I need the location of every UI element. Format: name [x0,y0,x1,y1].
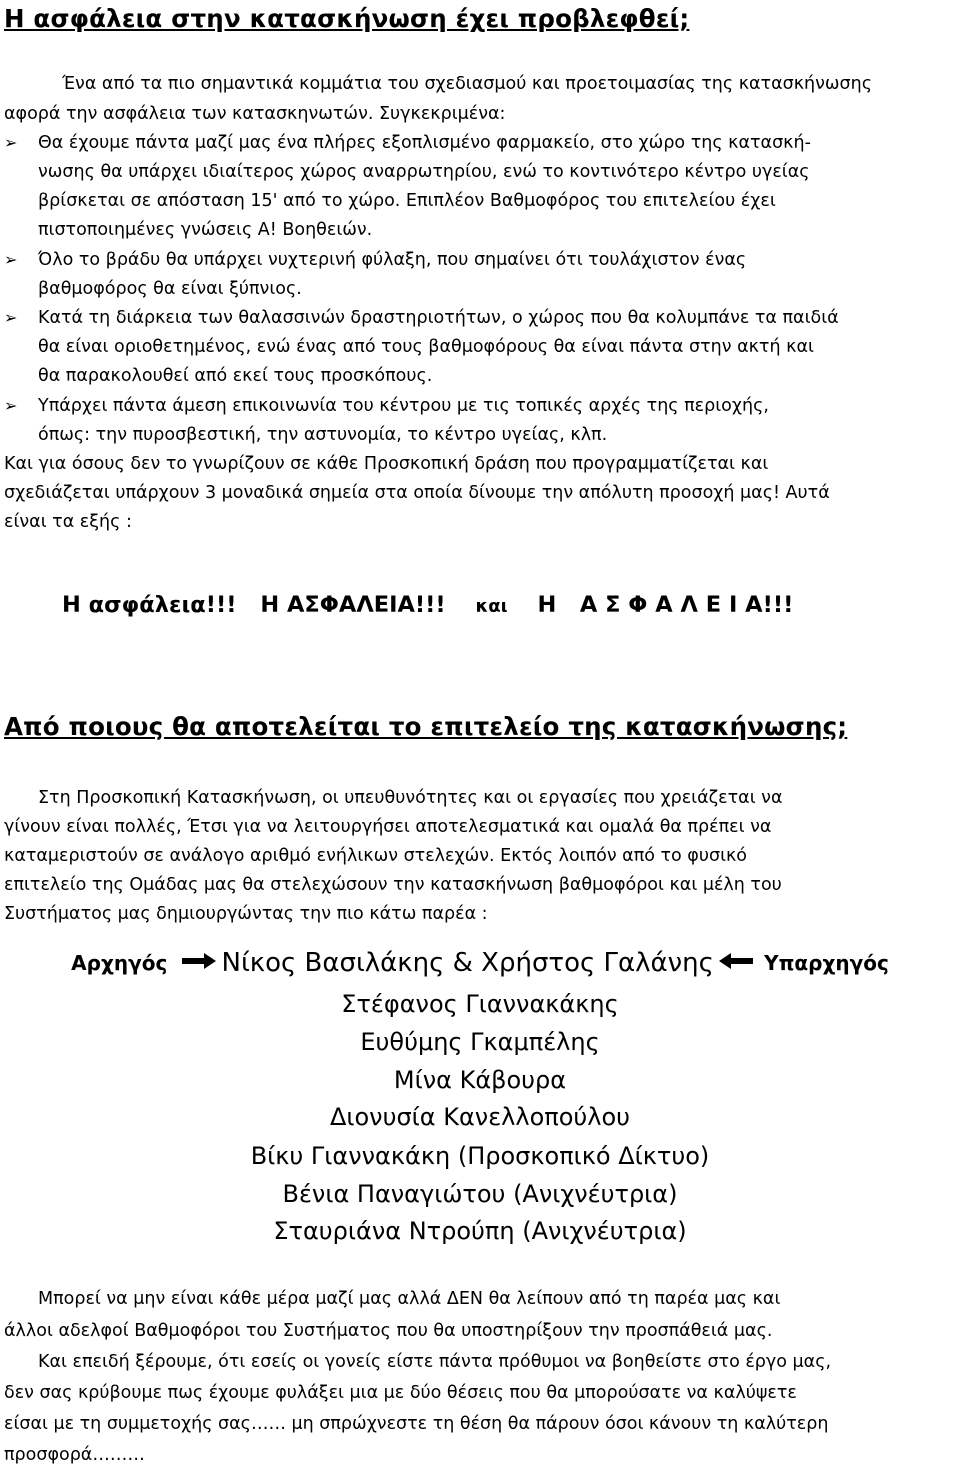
bullet-line: θα είναι οριοθετημένος, ενώ ένας από τους βαθμοφόρους θα είναι πάντα στην ακτή και [38,337,814,357]
safety-emphasis [62,592,793,618]
paragraph-line: καταμεριστούν σε ανάλογο αριθμό ενήλικων στελεχών. Εκτός λοιπόν από το φυσικό [4,846,748,866]
bullet-line: όπως: την πυροσβεστική, την αστυνομία, το κέντρο υγείας, κλπ. [38,425,608,445]
emphasis-text: Η Α Σ Φ Α Λ Ε Ι Α!!! [537,592,794,618]
staff-member: Μίνα Κάβουρα [393,1066,567,1094]
emphasis-text: Η ΑΣΦΑΛΕΙΑ!!! [260,592,446,618]
paragraph-line: είσαι με τη συμμετοχής σας…… μη σπρώχνεστε τη θέση θα πάρουν όσοι κάνουν τη καλύτερη [4,1414,829,1434]
staff-member: Βίκυ Γιαννακάκη (Προσκοπικό Δίκτυο) [250,1142,710,1170]
heading-staff: Από ποιους θα αποτελείται το επιτελείο της κατασκήνωσης; [4,712,848,741]
staff-member: Στέφανος Γιαννακάκης [341,990,619,1018]
staff-member: Βένια Παναγιώτου (Ανιχνέυτρια) [282,1180,678,1208]
bullet-arrow-icon: ➢ [4,133,18,152]
leader-role: Αρχηγός [71,951,168,975]
paragraph-line: Μπορεί να μην είναι κάθε μέρα μαζί μας αλλά ΔΕΝ θα λείπουν από τη παρέα μας και [38,1289,781,1309]
bullet-line: βαθμοφόρος θα είναι ξύπνιος. [38,279,302,299]
staff-member: Ευθύμης Γκαμπέλης [360,1028,600,1056]
intro-line: Ένα από τα πιο σημαντικά κομμάτια του σχεδιασμού και προετοιμασίας της κατασκήνωσης [62,74,873,94]
emphasis-text: Η ασφάλεια!!! [62,592,237,618]
paragraph-line: είναι τα εξής : [4,512,132,532]
paragraph-line: Και για όσους δεν το γνωρίζουν σε κάθε Προσκοπική δράση που προγραμματίζεται και [4,454,769,474]
bullet-arrow-icon: ➢ [4,396,18,415]
bullet-line: Όλο το βράδυ θα υπάρχει νυχτερινή φύλαξη, που σημαίνει ότι τουλάχιστον ένας [38,250,747,270]
bullet-line: Υπάρχει πάντα άμεση επικοινωνία του κέντρου με τις τοπικές αρχές της περιοχής, [38,396,769,416]
paragraph-line: άλλοι αδελφοί Βαθμοφόροι του Συστήματος που θα υποστηρίξουν την προσπάθειά μας. [4,1321,773,1341]
emphasis-text: και [475,596,508,617]
paragraph-line: σχεδιάζεται υπάρχουν 3 μοναδικά σημεία στα οποία δίνουμε την απόλυτη προσοχή μας! Αυτά [4,483,830,503]
bullet-line: Κατά τη διάρκεια των θαλασσινών δραστηριοτήτων, ο χώρος που θα κολυμπάνε τα παιδιά [38,308,839,328]
arrow-left-icon [719,951,753,975]
paragraph-line: Και επειδή ξέρουμε, ότι εσείς οι γονείς είστε πάντα πρόθυμοι να βοηθείστε στο έργο μας, [38,1352,832,1372]
paragraph-line: προσφορά……… [4,1445,145,1465]
bullet-line: Θα έχουμε πάντα μαζί μας ένα πλήρες εξοπλισμένο φαρμακείο, στο χώρο της κατασκή- [38,133,811,153]
paragraph-line: δεν σας κρύβουμε πως έχουμε φυλάξει μια με δύο θέσεις που θα μπορούσατε να καλύψετε [4,1383,797,1403]
bullet-line: βρίσκεται σε απόσταση 15' από το χώρο. Επιπλέον Βαθμοφόρος του επιτελείου έχει [38,191,776,211]
bullet-line: θα παρακολουθεί από εκεί τους προσκόπους. [38,366,433,386]
intro-line: αφορά την ασφάλεια των κατασκηνωτών. Συγκεκριμένα: [4,104,506,124]
bullet-arrow-icon: ➢ [4,308,18,327]
staff-member: Διονυσία Κανελλοπούλου [329,1103,631,1131]
paragraph-line: επιτελείο της Ομάδας μας θα στελεχώσουν την κατασκήνωση βαθμοφόροι και μέλη του [4,875,782,895]
paragraph-line: Συστήματος μας δημιουργώντας την πιο κάτω παρέα : [4,904,488,924]
heading-safety: Η ασφάλεια στην κατασκήνωση έχει προβλεφθεί; [4,4,690,33]
paragraph-line: Στη Προσκοπική Κατασκήνωση, οι υπευθυνότητες και οι εργασίες που χρειάζεται να [38,788,783,808]
bullet-line: πιστοποιημένες γνώσεις Α! Βοηθειών. [38,220,373,240]
bullet-arrow-icon: ➢ [4,250,18,269]
leader-names: Νίκος Βασιλάκης & Χρήστος Γαλάνης [221,948,714,978]
paragraph-line: γίνουν είναι πολλές, Έτσι για να λειτουργήσει αποτελεσματικά και ομαλά θα πρέπει να [4,817,772,837]
staff-member: Σταυριάνα Ντρούπη (Ανιχνέυτρια) [273,1217,687,1245]
bullet-line: νωσης θα υπάρχει ιδιαίτερος χώρος αναρρωτηρίου, ενώ το κοντινότερο κέντρο υγείας [38,162,810,182]
deputy-role: Υπαρχηγός [764,951,889,975]
arrow-right-icon [182,951,216,975]
leadership-line [0,948,960,988]
